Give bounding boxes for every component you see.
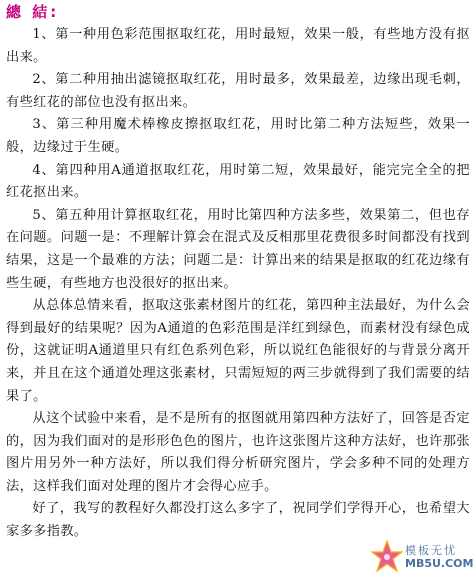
watermark bbox=[371, 540, 474, 574]
experiment-reflection-paragraph: 从这个试验中来看，是不是所有的抠图就用第四种方法好了，回答是否定的，因为我们面对的是形形色色的图片，也许这张图片这种方法好，也许那张图片用另外一种方法好，所以我们得分析研究图片，学会多种不同的处理方法，这样我们面对处理的图片才会得心应手。 bbox=[6, 411, 470, 494]
closing-paragraph: 好了，我写的教程好久都没打这么多字了，祝同学们学得开心，也希望大家多多指教。 bbox=[6, 501, 470, 540]
watermark-name: 模板无忧 bbox=[405, 544, 457, 557]
overall-conclusion-paragraph: 从总体总情来看，抠取这张素材图片的红花，第四种主法最好，为什么会得到最好的结果呢？因为A通道的色彩范围是洋红到绿色，而素材没有绿色成份，这就证明A通道里只有红色系列色彩，所以说红色能很好的与背景分离开来，并且在这个通道处理这张素材，只需短短的两三步就得到了我们需要的结果了。 bbox=[6, 298, 470, 404]
summary-item-5: 5、第五种用计算抠取红花，用时比第四种方法多些，效果第二，但也存在问题。问题一是：不理解计算会在混式及反相那里花费很多时间都没有找到结果，这是一个最难的方法；问题二是：计算出来的结果是抠取的红花边缘有些生硬，有些地方也没很好的抠出来。 bbox=[6, 207, 470, 291]
summary-item-2: 2、第二种用抽出滤镜抠取红花，用时最多，效果最差，边缘出现毛刺，有些红花的部位也没有抠出来。 bbox=[6, 72, 470, 110]
document-body bbox=[6, 24, 470, 544]
summary-item-4: 4、第四种用A通道抠取红花，用时第二短，效果最好，能完完全全的把红花抠出来。 bbox=[6, 162, 470, 201]
star-logo-icon bbox=[371, 540, 403, 574]
watermark-url: MB5U.COM bbox=[405, 557, 474, 570]
summary-item-3: 3、第三种用魔术棒橡皮擦抠取红花，用时比第二种方法短些，效果一般，边缘过于生硬。 bbox=[6, 117, 470, 155]
document-title: 總 結: bbox=[6, 3, 60, 21]
summary-item-1: 1、第一种用色彩范围抠取红花，用时最短，效果一般，有些地方没有抠出来。 bbox=[6, 27, 470, 65]
